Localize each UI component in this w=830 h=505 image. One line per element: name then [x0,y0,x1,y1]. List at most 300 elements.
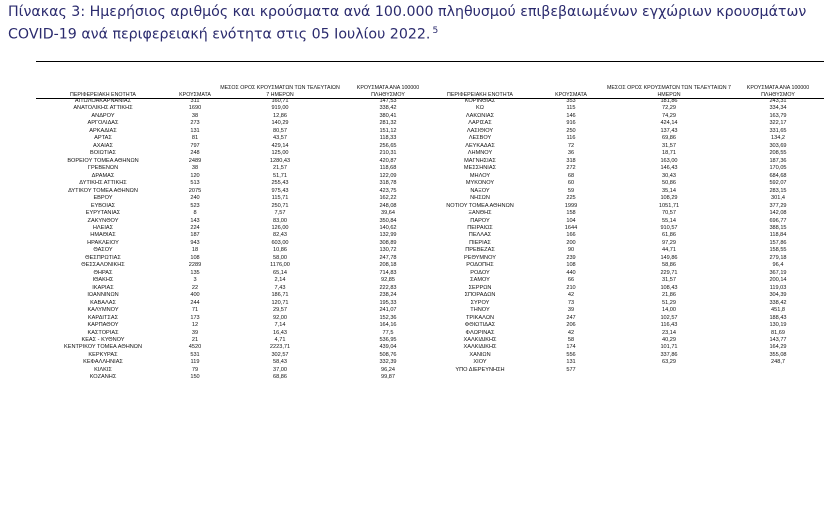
cases-cell: 272 [566,165,576,172]
cases-cell: 81 [191,135,199,142]
per100k-cell: 322,17 [769,120,787,127]
unit-name-cell: ΧΑΛΚΙΔΙΚΗΣ [463,337,497,343]
table-row [36,128,436,135]
caption-line-2-text: COVID-19 ανά περιφερειακή ενότητα στις 05 Ιουλίου 2022. [8,26,431,43]
table-row [36,195,436,202]
unit-name-cell: ΦΘΙΩΤΙΔΑΣ [464,322,496,329]
per100k-cell: 222,83 [379,284,397,291]
avg7-cell: 30,43 [662,172,676,179]
cases-cell: 8 [193,210,197,217]
table-row [424,262,824,269]
avg7-cell: 65,14 [273,269,287,276]
cases-cell: 513 [190,180,200,187]
per100k-cell: 355,08 [769,351,787,358]
unit-name-cell: ΑΡΤΑΣ [94,135,112,142]
cases-cell: 39 [191,329,199,336]
unit-name-cell: ΛΑΚΩΝΙΑΣ [465,112,495,119]
per100k-cell: 96,4 [772,262,784,269]
per100k-cell: 151,12 [379,127,397,134]
table-row [424,113,824,120]
avg7-cell: 2,14 [274,277,286,284]
avg7-cell: 44,71 [662,247,676,254]
unit-name-cell: ΡΕΘΥΜΝΟΥ [464,254,496,261]
cases-cell: 18 [191,247,199,254]
unit-name-cell: ΦΛΩΡΙΝΑΣ [465,329,495,336]
cases-cell: 135 [190,269,200,276]
table-row [424,352,824,359]
unit-name-cell: ΑΡΓΟΛΙΔΑΣ [87,120,119,127]
per100k-cell: 308,89 [379,239,397,246]
unit-name-cell: ΚΙΛΚΙΣ [94,366,112,373]
per100k-cell: 187,36 [769,157,787,164]
cases-cell: 108 [566,262,576,269]
cases-cell: 115 [566,105,576,112]
table-row [424,150,824,157]
cases-cell: 38 [191,112,199,119]
per100k-cell: 122,09 [379,172,397,179]
table-row [36,203,436,210]
unit-name-cell: ΚΑΡΔΙΤΣΑΣ [87,314,119,321]
table-row [36,150,436,157]
cases-cell: 73 [567,299,575,306]
per100k-cell: 140,62 [379,224,397,231]
unit-name-cell: ΣΠΟΡΑΔΩΝ [464,292,496,299]
table-row [36,173,436,180]
avg7-cell: 97,29 [662,239,676,246]
table-row [36,262,436,269]
avg7-cell: 181,86 [660,98,678,104]
header-cases: ΚΡΟΥΣΜΑΤΑ [179,91,211,98]
unit-name-cell: ΘΕΣΠΡΩΤΙΑΣ [85,254,121,261]
per100k-cell: 279,18 [769,254,787,261]
right-table [424,78,824,374]
right-header-row [424,78,824,98]
cases-cell: 1999 [564,202,578,209]
cases-cell: 42 [567,329,575,336]
avg7-cell: 919,00 [271,105,289,112]
unit-name-cell: ΚΕΑΣ - ΚΥΘΝΟΥ [81,337,125,343]
cases-cell: 1690 [188,105,202,112]
cases-cell: 146 [566,112,576,119]
cases-cell: 187 [190,232,200,239]
avg7-cell: 61,86 [662,232,676,239]
cases-cell: 2489 [188,157,202,164]
cases-cell: 12 [191,322,199,329]
unit-name-cell: ΝΗΣΩΝ [470,195,490,202]
avg7-cell: 1280,43 [269,157,291,164]
table-row [36,113,436,120]
unit-name-cell: ΒΟΡΕΙΟΥ ΤΟΜΕΑ ΑΘΗΝΩΝ [67,157,139,164]
table-row [36,247,436,254]
table-row [424,188,824,195]
per100k-cell: 451,8 [771,307,785,314]
table-row [424,120,824,127]
per100k-cell: 303,69 [769,142,787,149]
unit-name-cell: ΡΟΔΟΥ [470,269,490,276]
avg7-cell: 35,14 [662,187,676,194]
per100k-cell: 143,77 [769,337,787,343]
per100k-cell: 238,24 [379,292,397,299]
cases-cell: 90 [567,247,575,254]
avg7-cell: 186,71 [271,292,289,299]
table-row [424,344,824,351]
table-row [424,98,824,105]
per100k-cell: 283,15 [769,187,787,194]
avg7-cell: 92,00 [273,314,287,321]
top-rule [36,61,824,62]
right-table-body [424,98,824,374]
per100k-cell: 81,69 [771,329,785,336]
cases-cell: 353 [566,98,576,104]
per100k-cell: 338,42 [379,105,397,112]
unit-name-cell: ΡΟΔΟΠΗΣ [466,262,494,269]
table-row [36,143,436,150]
table-row [36,180,436,187]
cases-cell: 250 [566,127,576,134]
avg7-cell: 83,00 [273,217,287,224]
avg7-cell: 120,71 [271,299,289,306]
header-per100k: ΚΡΟΥΣΜΑΤΑ ΑΝΑ 100000 ΠΛΗΘΥΣΜΟΥ [746,85,810,98]
table-row [424,203,824,210]
cases-cell: 200 [566,239,576,246]
unit-name-cell: ΤΗΝΟΥ [470,307,490,314]
header-unit: ΠΕΡΙΦΕΡΕΙΑΚΗ ΕΝΟΤΗΤΑ [70,91,136,98]
per100k-cell: 132,99 [379,232,397,239]
cases-cell: 224 [190,224,200,231]
table-row [424,218,824,225]
table-row [424,255,824,262]
per100k-cell: 301,4 [771,195,785,202]
table-caption [8,3,823,45]
unit-name-cell: ΛΑΣΙΘΙΟΥ [466,127,494,134]
cases-cell: 240 [190,195,200,202]
table-row [424,300,824,307]
table-row [424,225,824,232]
header-cases: ΚΡΟΥΣΜΑΤΑ [555,91,587,98]
per100k-cell: 164,29 [769,344,787,351]
per100k-cell: 377,29 [769,202,787,209]
unit-name-cell: ΕΥΒΟΙΑΣ [90,202,116,209]
per100k-cell: 162,22 [379,195,397,202]
unit-name-cell: ΠΕΛΛΑΣ [468,232,492,239]
avg7-cell: 55,14 [662,217,676,224]
per100k-cell: 248,08 [379,202,397,209]
cases-cell: 225 [566,195,576,202]
per100k-cell: 241,07 [379,307,397,314]
avg7-cell: 229,71 [660,269,678,276]
unit-name-cell: ΤΡΙΚΑΛΩΝ [465,314,495,321]
avg7-cell: 58,00 [273,254,287,261]
avg7-cell: 51,71 [273,172,287,179]
avg7-cell: 163,00 [660,157,678,164]
per100k-cell: 118,84 [769,232,787,239]
cases-cell: 60 [567,180,575,187]
table-row [424,240,824,247]
table-row [36,240,436,247]
cases-cell: 66 [567,277,575,284]
table-row [424,322,824,329]
per100k-cell: 118,68 [379,165,397,172]
avg7-cell: 21,86 [662,292,676,299]
per100k-cell: 350,84 [379,217,397,224]
avg7-cell: 58,43 [273,359,287,366]
per100k-cell: 331,65 [769,127,787,134]
cases-cell: 131 [190,127,200,134]
unit-name-cell: ΚΑΒΑΛΑΣ [90,299,116,306]
table-row [36,232,436,239]
per100k-cell: 388,15 [769,224,787,231]
header-unit: ΠΕΡΙΦΕΡΕΙΑΚΗ ΕΝΟΤΗΤΑ [447,91,513,98]
avg7-cell: 424,14 [660,120,678,127]
per100k-cell: 39,64 [381,210,395,217]
table-row [424,128,824,135]
unit-name-cell: ΑΝΔΡΟΥ [91,112,115,119]
avg7-cell: 69,86 [662,135,676,142]
unit-name-cell: ΙΚΑΡΙΑΣ [92,284,114,291]
cases-cell: 400 [190,292,200,299]
cases-cell: 68 [567,172,575,179]
avg7-cell: 1176,00 [270,262,290,269]
per100k-cell: 380,41 [379,112,397,119]
avg7-cell: 910,57 [660,224,678,231]
cases-cell: 143 [190,217,200,224]
unit-name-cell: ΔΥΤΙΚΟΥ ΤΟΜΕΑ ΑΘΗΝΩΝ [68,187,138,194]
avg7-cell: 14,00 [662,307,676,314]
per100k-cell: 536,95 [379,337,397,343]
per100k-cell: 714,83 [379,269,397,276]
cases-cell: 797 [190,142,200,149]
avg7-cell: 116,43 [660,322,678,329]
table-row [36,315,436,322]
unit-name-cell: ΝΟΤΙΟΥ ΤΟΜΕΑ ΑΘΗΝΩΝ [446,202,514,209]
avg7-cell: 302,57 [271,351,289,358]
avg7-cell: 37,00 [273,366,287,373]
per100k-cell: 147,53 [379,98,397,104]
table-row [424,173,824,180]
avg7-cell: 250,71 [271,202,289,209]
table-row [424,210,824,217]
avg7-cell: 68,86 [273,374,287,381]
cases-cell: 119 [190,359,200,366]
header-avg7: ΜΕΣΟΣ ΟΡΟΣ ΚΡΟΥΣΜΑΤΩΝ ΤΩΝ ΤΕΛΕΥΤΑΙΩΝ 7 ΗΜΕΡΩΝ [220,85,340,98]
cases-cell: 42 [567,292,575,299]
cases-cell: 311 [190,98,200,104]
unit-name-cell: ΑΙΤΩΛΟΑΚΑΡΝΑΝΙΑΣ [74,98,132,104]
table-row [424,277,824,284]
per100k-cell: 334,34 [769,105,787,112]
table-row [424,105,824,112]
table-row [424,165,824,172]
table-row [424,285,824,292]
avg7-cell: 975,43 [271,187,289,194]
caption-line-1: Πίνακας 3: Ημερήσιος αριθμός και κρούσματα ανά 100.000 πληθυσμού επιβεβαιωμένων εγχώριων κρουσμάτων [8,4,807,20]
table-row [36,210,436,217]
table-row [36,105,436,112]
unit-name-cell: ΠΡΕΒΕΖΑΣ [465,247,495,254]
unit-name-cell: ΧΑΝΙΩΝ [469,351,491,358]
cases-cell: 916 [566,120,576,127]
unit-name-cell: ΒΟΙΩΤΙΑΣ [90,150,116,157]
table-row [36,120,436,127]
unit-name-cell: ΣΑΜΟΥ [470,277,490,284]
cases-cell: 59 [567,187,575,194]
unit-name-cell: ΠΑΡΟΥ [470,217,490,224]
cases-cell: 556 [566,351,576,358]
unit-name-cell: ΕΒΡΟΥ [93,195,113,202]
unit-name-cell: ΠΕΙΡΑΙΩΣ [467,224,493,231]
per100k-cell: 134,2 [771,135,785,142]
cases-cell: 239 [566,254,576,261]
cases-cell: 273 [190,120,200,127]
header-avg7: ΜΕΣΟΣ ΟΡΟΣ ΚΡΟΥΣΜΑΤΩΝ ΤΩΝ ΤΕΛΕΥΤΑΙΩΝ 7 ΗΜΕΡΩΝ [606,85,731,98]
cases-cell: 531 [190,351,200,358]
unit-name-cell: ΑΝΑΤΟΛΙΚΗΣ ΑΤΤΙΚΗΣ [73,105,133,112]
per100k-cell: 332,39 [379,359,397,366]
avg7-cell: 4,71 [274,337,286,343]
per100k-cell: 158,55 [769,247,787,254]
avg7-cell: 21,57 [273,165,287,172]
table-row [424,330,824,337]
cases-cell: 2075 [188,187,202,194]
cases-cell: 36 [567,150,575,157]
cases-cell: 943 [190,239,200,246]
per100k-cell: 164,16 [379,322,397,329]
unit-name-cell: ΗΛΕΙΑΣ [92,224,114,231]
per100k-cell: 119,03 [769,284,787,291]
cases-cell: 440 [566,269,576,276]
unit-name-cell: ΛΕΥΚΑΔΑΣ [465,142,495,149]
table-row [36,337,436,344]
per100k-cell: 684,68 [769,172,787,179]
table-row [424,359,824,366]
avg7-cell: 2223,71 [269,344,291,351]
cases-cell: 39 [567,307,575,314]
cases-cell: 79 [191,366,199,373]
unit-name-cell: ΧΑΛΚΙΔΙΚΗΣ [463,344,497,351]
avg7-cell: 108,29 [660,195,678,202]
avg7-cell: 137,43 [660,127,678,134]
table-row [36,300,436,307]
unit-name-cell: ΓΡΕΒΕΝΩΝ [87,165,119,172]
table-row [424,307,824,314]
unit-name-cell: ΘΕΣΣΑΛΟΝΙΚΗΣ [81,262,125,269]
table-row [424,247,824,254]
cases-cell: 247 [566,314,576,321]
per100k-cell: 130,72 [379,247,397,254]
table-row [36,188,436,195]
cases-cell: 523 [190,202,200,209]
cases-cell: 577 [566,366,576,373]
cases-cell: 2289 [188,262,202,269]
per100k-cell: 142,08 [769,210,787,217]
table-row [424,135,824,142]
table-row [424,143,824,150]
avg7-cell: 126,00 [271,224,289,231]
avg7-cell: 70,57 [662,210,676,217]
avg7-cell: 115,71 [271,195,289,202]
cases-cell: 108 [190,254,200,261]
cases-cell: 1644 [564,224,578,231]
avg7-cell: 51,29 [662,299,676,306]
avg7-cell: 80,57 [273,127,287,134]
avg7-cell: 31,57 [662,142,676,149]
cases-cell: 173 [190,314,200,321]
unit-name-cell: ΚΟΖΑΝΗΣ [89,374,117,381]
avg7-cell: 255,43 [271,180,289,187]
unit-name-cell: ΝΑΞΟΥ [470,187,490,194]
unit-name-cell: ΛΗΜΝΟΥ [467,150,493,157]
table-row [424,337,824,344]
per100k-cell: 508,76 [379,351,397,358]
table-row [36,255,436,262]
table-row [424,158,824,165]
avg7-cell: 146,43 [660,165,678,172]
avg7-cell: 7,57 [274,210,286,217]
unit-name-cell: ΘΑΣΟΥ [93,247,113,254]
avg7-cell: 429,14 [271,142,289,149]
per100k-cell: 96,24 [381,366,395,373]
unit-name-cell: ΛΕΣΒΟΥ [468,135,492,142]
unit-name-cell: ΛΑΡΙΣΑΣ [468,120,492,127]
cases-cell: 318 [566,157,576,164]
avg7-cell: 140,29 [271,120,289,127]
per100k-cell: 420,87 [379,157,397,164]
unit-name-cell: ΔΥΤΙΚΗΣ ΑΤΤΙΚΗΣ [79,180,127,187]
avg7-cell: 10,86 [273,247,287,254]
cases-cell: 3 [193,277,197,284]
avg7-cell: 58,86 [662,262,676,269]
table-row [36,330,436,337]
per100k-cell: 152,36 [379,314,397,321]
cases-cell: 21 [191,337,199,343]
table-row [424,232,824,239]
per100k-cell [732,367,824,374]
unit-name-cell: ΚΕΡΚΥΡΑΣ [88,351,118,358]
table-row [36,367,436,374]
unit-name-cell: ΚΕΝΤΡΙΚΟΥ ΤΟΜΕΑ ΑΘΗΝΩΝ [63,344,142,351]
per100k-cell: 188,43 [769,314,787,321]
table-row [36,218,436,225]
avg7-cell: 337,86 [660,351,678,358]
unit-name-cell: ΣΕΡΡΩΝ [468,284,492,291]
avg7-cell: 16,43 [273,329,287,336]
unit-name-cell: ΕΥΡΥΤΑΝΙΑΣ [85,210,121,217]
per100k-cell: 163,79 [769,112,787,119]
table-row [36,277,436,284]
unit-name-cell: ΑΡΚΑΔΙΑΣ [89,127,117,134]
per100k-cell: 130,19 [769,322,787,329]
table-row [36,322,436,329]
per100k-cell: 99,87 [381,374,395,381]
unit-name-cell: ΖΑΚΥΝΘΟΥ [87,217,119,224]
avg7-cell: 72,29 [662,105,676,112]
table-row [424,180,824,187]
unit-name-cell: ΚΑΣΤΟΡΙΑΣ [87,329,119,336]
unit-name-cell: ΚΕΦΑΛΛΗΝΙΑΣ [83,359,123,366]
per100k-cell: 92,85 [381,277,395,284]
cases-cell: 244 [190,299,200,306]
table-row [36,285,436,292]
unit-name-cell: ΜΥΚΟΝΟΥ [465,180,495,187]
header-per100k: ΚΡΟΥΣΜΑΤΑ ΑΝΑ 100000 ΠΛΗΘΥΣΜΟΥ [356,85,420,98]
table-row [36,158,436,165]
avg7-cell: 101,71 [660,344,678,351]
table-row [36,135,436,142]
avg7-cell: 63,29 [662,359,676,366]
table-row [36,374,436,381]
table-row [424,292,824,299]
cases-cell: 116 [566,135,576,142]
